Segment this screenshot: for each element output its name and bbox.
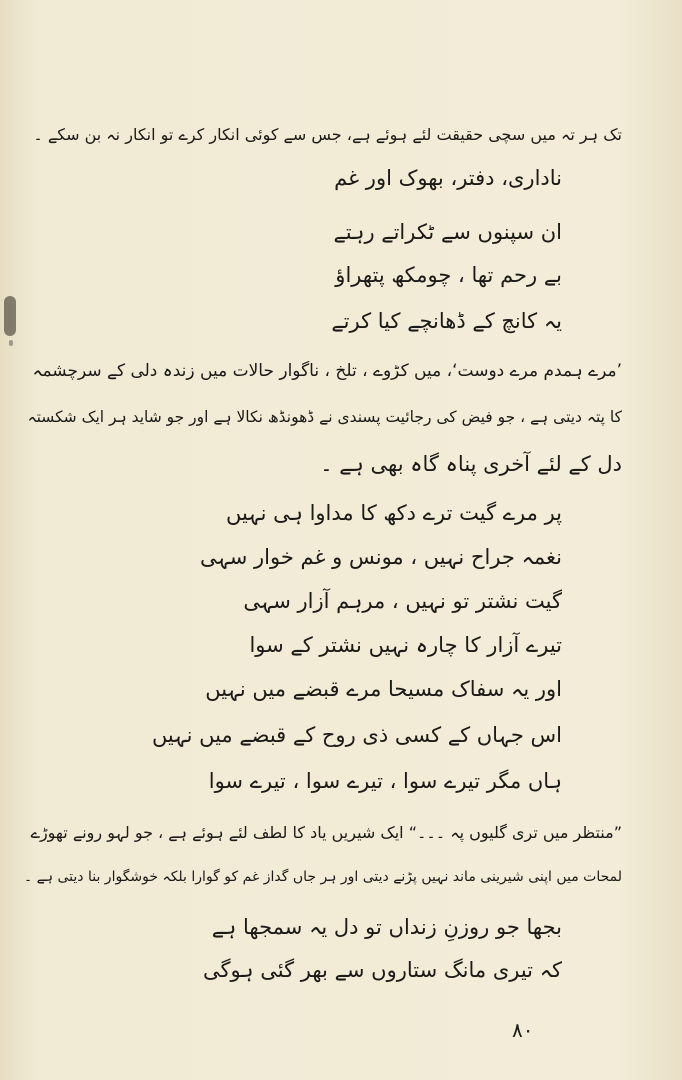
verse-line: اس جہاں کے کسی ذی روح کے قبضے میں نہیں: [151, 723, 562, 747]
page-stain: [4, 296, 16, 336]
prose-line: لمحات میں اپنی شیرینی ماند نہیں پڑنے دیتی اور ہر جاں گداز غم کو گوارا بلکہ خوشگوار بنا دیتی ہے ۔: [23, 869, 622, 885]
verse-line: ان سپنوں سے ٹکراتے رہتے: [333, 220, 562, 244]
verse-line: ہاں مگر تیرے سوا ، تیرے سوا ، تیرے سوا: [208, 769, 562, 793]
verse-line: ناداری، دفتر، بھوک اور غم: [334, 166, 562, 190]
verse-line: نغمہ جراح نہیں ، مونس و غم خوار سہی: [199, 545, 562, 569]
prose-line: ’مرے ہمدم مرے دوست‘، میں کڑوے ، تلخ ، ناگوار حالات میں زندہ دلی کے سرچشمہ: [32, 361, 622, 381]
page-number: ۸۰: [512, 1018, 534, 1042]
verse-line: بے رحم تھا ، چومکھ پتھراؤ: [335, 263, 562, 287]
page-stain-dot: [9, 340, 13, 346]
verse-line: گیت نشتر تو نہیں ، مرہم آزار سہی: [243, 589, 562, 613]
verse-line: تیرے آزار کا چارہ نہیں نشتر کے سوا: [249, 633, 562, 657]
verse-line: کہ تیری مانگ ستاروں سے بھر گئی ہوگی: [202, 958, 562, 982]
verse-line: یہ کانچ کے ڈھانچے کیا کرتے: [331, 309, 562, 333]
verse-line: پر مرے گیت ترے دکھ کا مداوا ہی نہیں: [225, 501, 562, 525]
prose-line: دل کے لئے آخری پناہ گاہ بھی ہے ۔: [320, 452, 622, 476]
verse-line: اور یہ سفاک مسیحا مرے قبضے میں نہیں: [205, 677, 562, 701]
verse-line: بجھا جو روزنِ زنداں تو دل یہ سمجھا ہے: [211, 915, 562, 939]
prose-line: ”منتظر میں تری گلیوں پہ ۔۔۔“ ایک شیریں یاد کا لطف لئے ہوئے ہے ، جو لہو رونے تھوڑے: [30, 823, 622, 842]
prose-line: کا پتہ دیتی ہے ، جو فیض کی رجائیت پسندی نے ڈھونڈھ نکالا ہے اور جو شاید ہر ایک شکستہ: [27, 408, 622, 426]
prose-line: تک ہر تہ میں سچی حقیقت لئے ہوئے ہے، جس سے کوئی انکار کرے تو انکار نہ بن سکے ۔: [33, 125, 622, 144]
